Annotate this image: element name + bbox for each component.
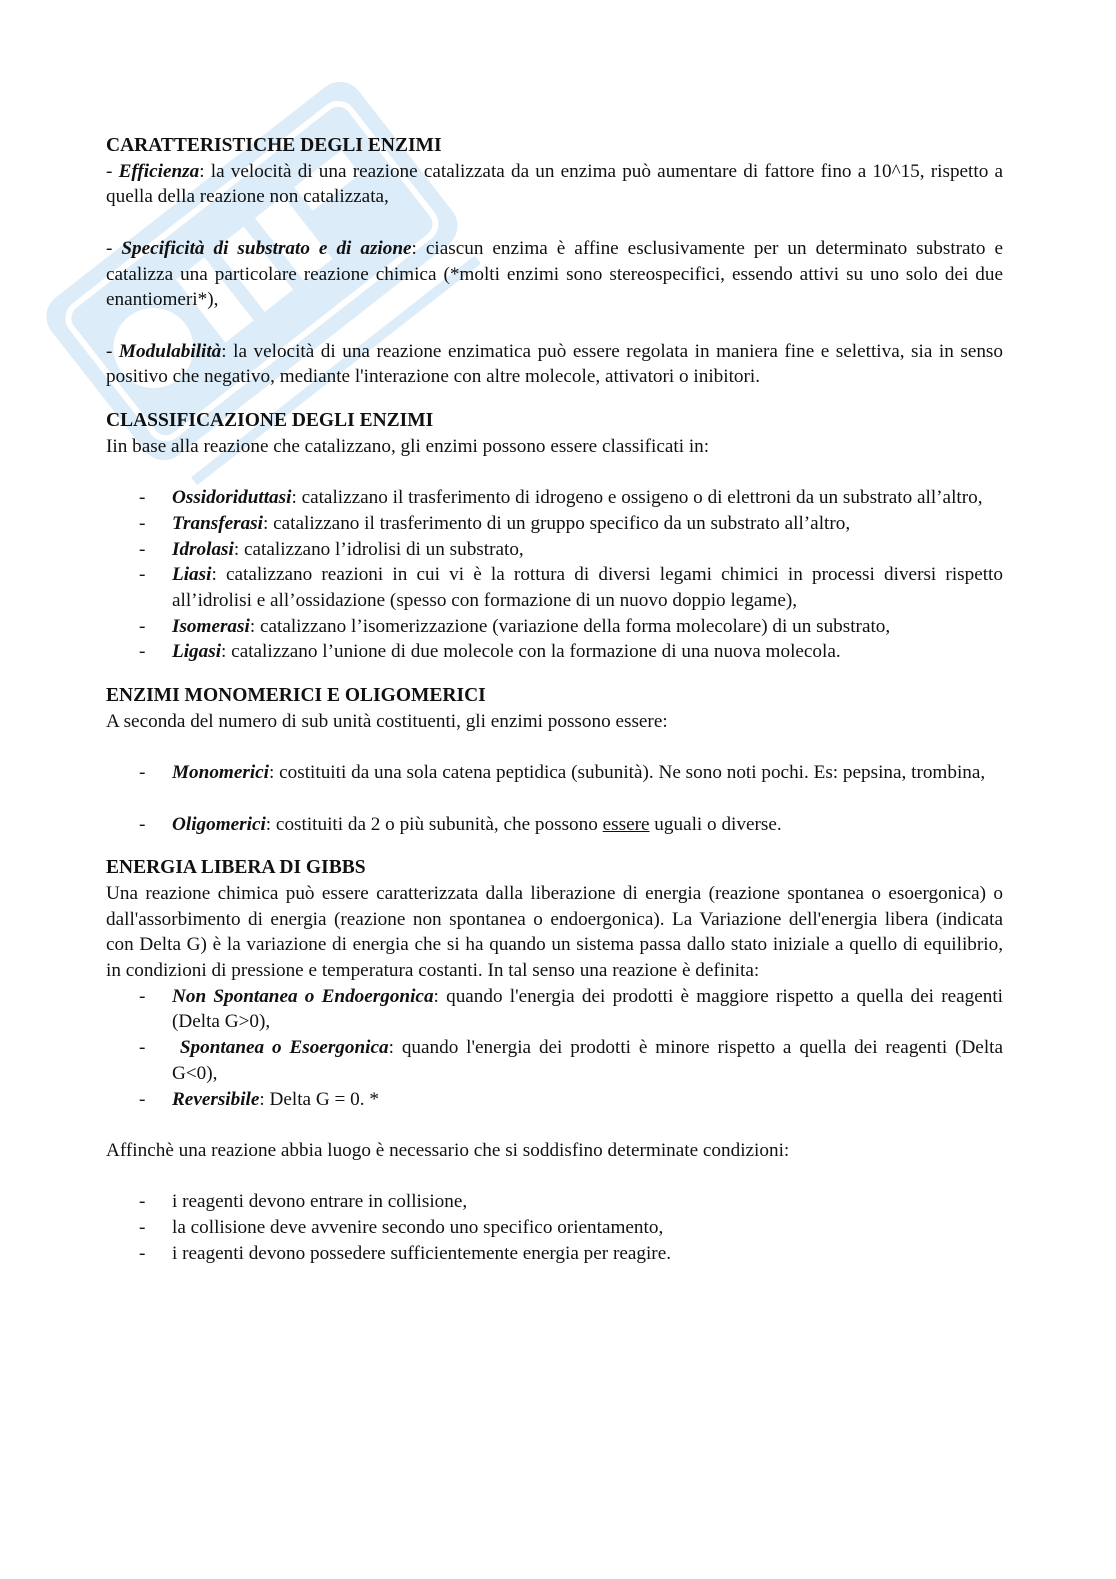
section-title-caratteristiche: CARATTERISTICHE DEGLI ENZIMI <box>106 135 442 156</box>
section-title-oligomerici: ENZIMI MONOMERICI E OLIGOMERICI <box>106 685 486 707</box>
list-monomerici <box>106 760 1003 786</box>
paragraph-modulabilita: - Modulabilità: la velocità di una reazione enzimatica può essere regolata in maniera fine e selettiva, sia in senso positivo che negativo, mediante l'interazione con altre molecole, attivatori o inibitori. <box>106 340 1003 388</box>
section-title-classificazione: CLASSIFICAZIONE DEGLI ENZIMI <box>106 410 434 431</box>
paragraph-oligomerici-intro: A seconda del numero di sub unità costituenti, gli enzimi possono essere: <box>106 710 668 732</box>
list-item: - i reagenti devono entrare in collisione, <box>106 1189 1003 1215</box>
list-gibbs <box>106 984 1003 1113</box>
list-oligomerici <box>106 812 1003 838</box>
term-efficienza: Efficienza <box>118 160 200 182</box>
term-specificita: Specificità di substrato e di azione <box>121 237 412 259</box>
section-title-gibbs: ENERGIA LIBERA DI GIBBS <box>106 857 366 879</box>
term-modulabilita: Modulabilità <box>118 340 222 362</box>
paragraph-classificazione-intro: Iin base alla reazione che catalizzano, gli enzimi possono essere classificati in: <box>106 435 710 457</box>
document-page <box>106 133 1003 1266</box>
list-item: - i reagenti devono possedere sufficientemente energia per reagire. <box>106 1241 1003 1267</box>
list-item: - Idrolasi: catalizzano l’idrolisi di un substrato, <box>106 537 1003 563</box>
list-item: - Ossidoriduttasi: catalizzano il trasferimento di idrogeno e ossigeno o di elettroni da un substrato all’altro, <box>106 485 1003 511</box>
list-item: - Liasi: catalizzano reazioni in cui vi è la rottura di diversi legami chimici in processi diversi rispetto all’idrolisi e all’ossidazione (spesso con formazione di un nuovo doppio legame), <box>106 562 1003 613</box>
list-item: - Monomerici: costituiti da una sola catena peptidica (subunità). Ne sono noti pochi. Es: pepsina, trombina, <box>106 760 1003 786</box>
paragraph-gibbs-intro: Una reazione chimica può essere caratterizzata dalla liberazione di energia (reazione spontanea o esoergonica) o dall'assorbimento di energia (reazione non spontanea o endoergonica). La Variazione dell'energia libera (indicata con Delta G) è la variazione di energia che si ha quando un sistema passa dallo stato iniziale a quello di equilibrio, in condizioni di pressione e temperatura costanti. In tal senso una reazione è definita: <box>106 882 1003 982</box>
list-item: - Ligasi: catalizzano l’unione di due molecole con la formazione di una nuova molecola. <box>106 639 1003 665</box>
list-item: - Non Spontanea o Endoergonica: quando l'energia dei prodotti è maggiore rispetto a quella dei reagenti (Delta G>0), <box>106 984 1003 1035</box>
list-item: - Spontanea o Esoergonica: quando l'energia dei prodotti è minore rispetto a quella dei reagenti (Delta G<0), <box>106 1035 1003 1086</box>
list-item: - Isomerasi: catalizzano l’isomerizzazione (variazione della forma molecolare) di un substrato, <box>106 614 1003 640</box>
paragraph-specificita: - Specificità di substrato e di azione: ciascun enzima è affine esclusivamente per un determinato substrato e catalizza una particolare reazione chimica (*molti enzimi sono stereospecifici, essendo attivi su uno solo dei due enantiomeri*), <box>106 237 1003 311</box>
list-item: - Transferasi: catalizzano il trasferimento di un gruppo specifico da un substrato all’altro, <box>106 511 1003 537</box>
paragraph-efficienza: - Efficienza: la velocità di una reazione catalizzata da un enzima può aumentare di fattore fino a 10^15, rispetto a quella della reazione non catalizzata, <box>106 160 1004 208</box>
list-item: - la collisione deve avvenire secondo uno specifico orientamento, <box>106 1215 1003 1241</box>
list-item: - Reversibile: Delta G = 0. * <box>106 1087 1003 1113</box>
paragraph-conditions-intro: Affinchè una reazione abbia luogo è necessario che si soddisfino determinate condizioni: <box>106 1139 790 1161</box>
list-item: - Oligomerici: costituiti da 2 o più subunità, che possono essere uguali o diverse. <box>106 812 1003 838</box>
list-classificazione <box>106 485 1003 665</box>
list-conditions <box>106 1189 1003 1266</box>
